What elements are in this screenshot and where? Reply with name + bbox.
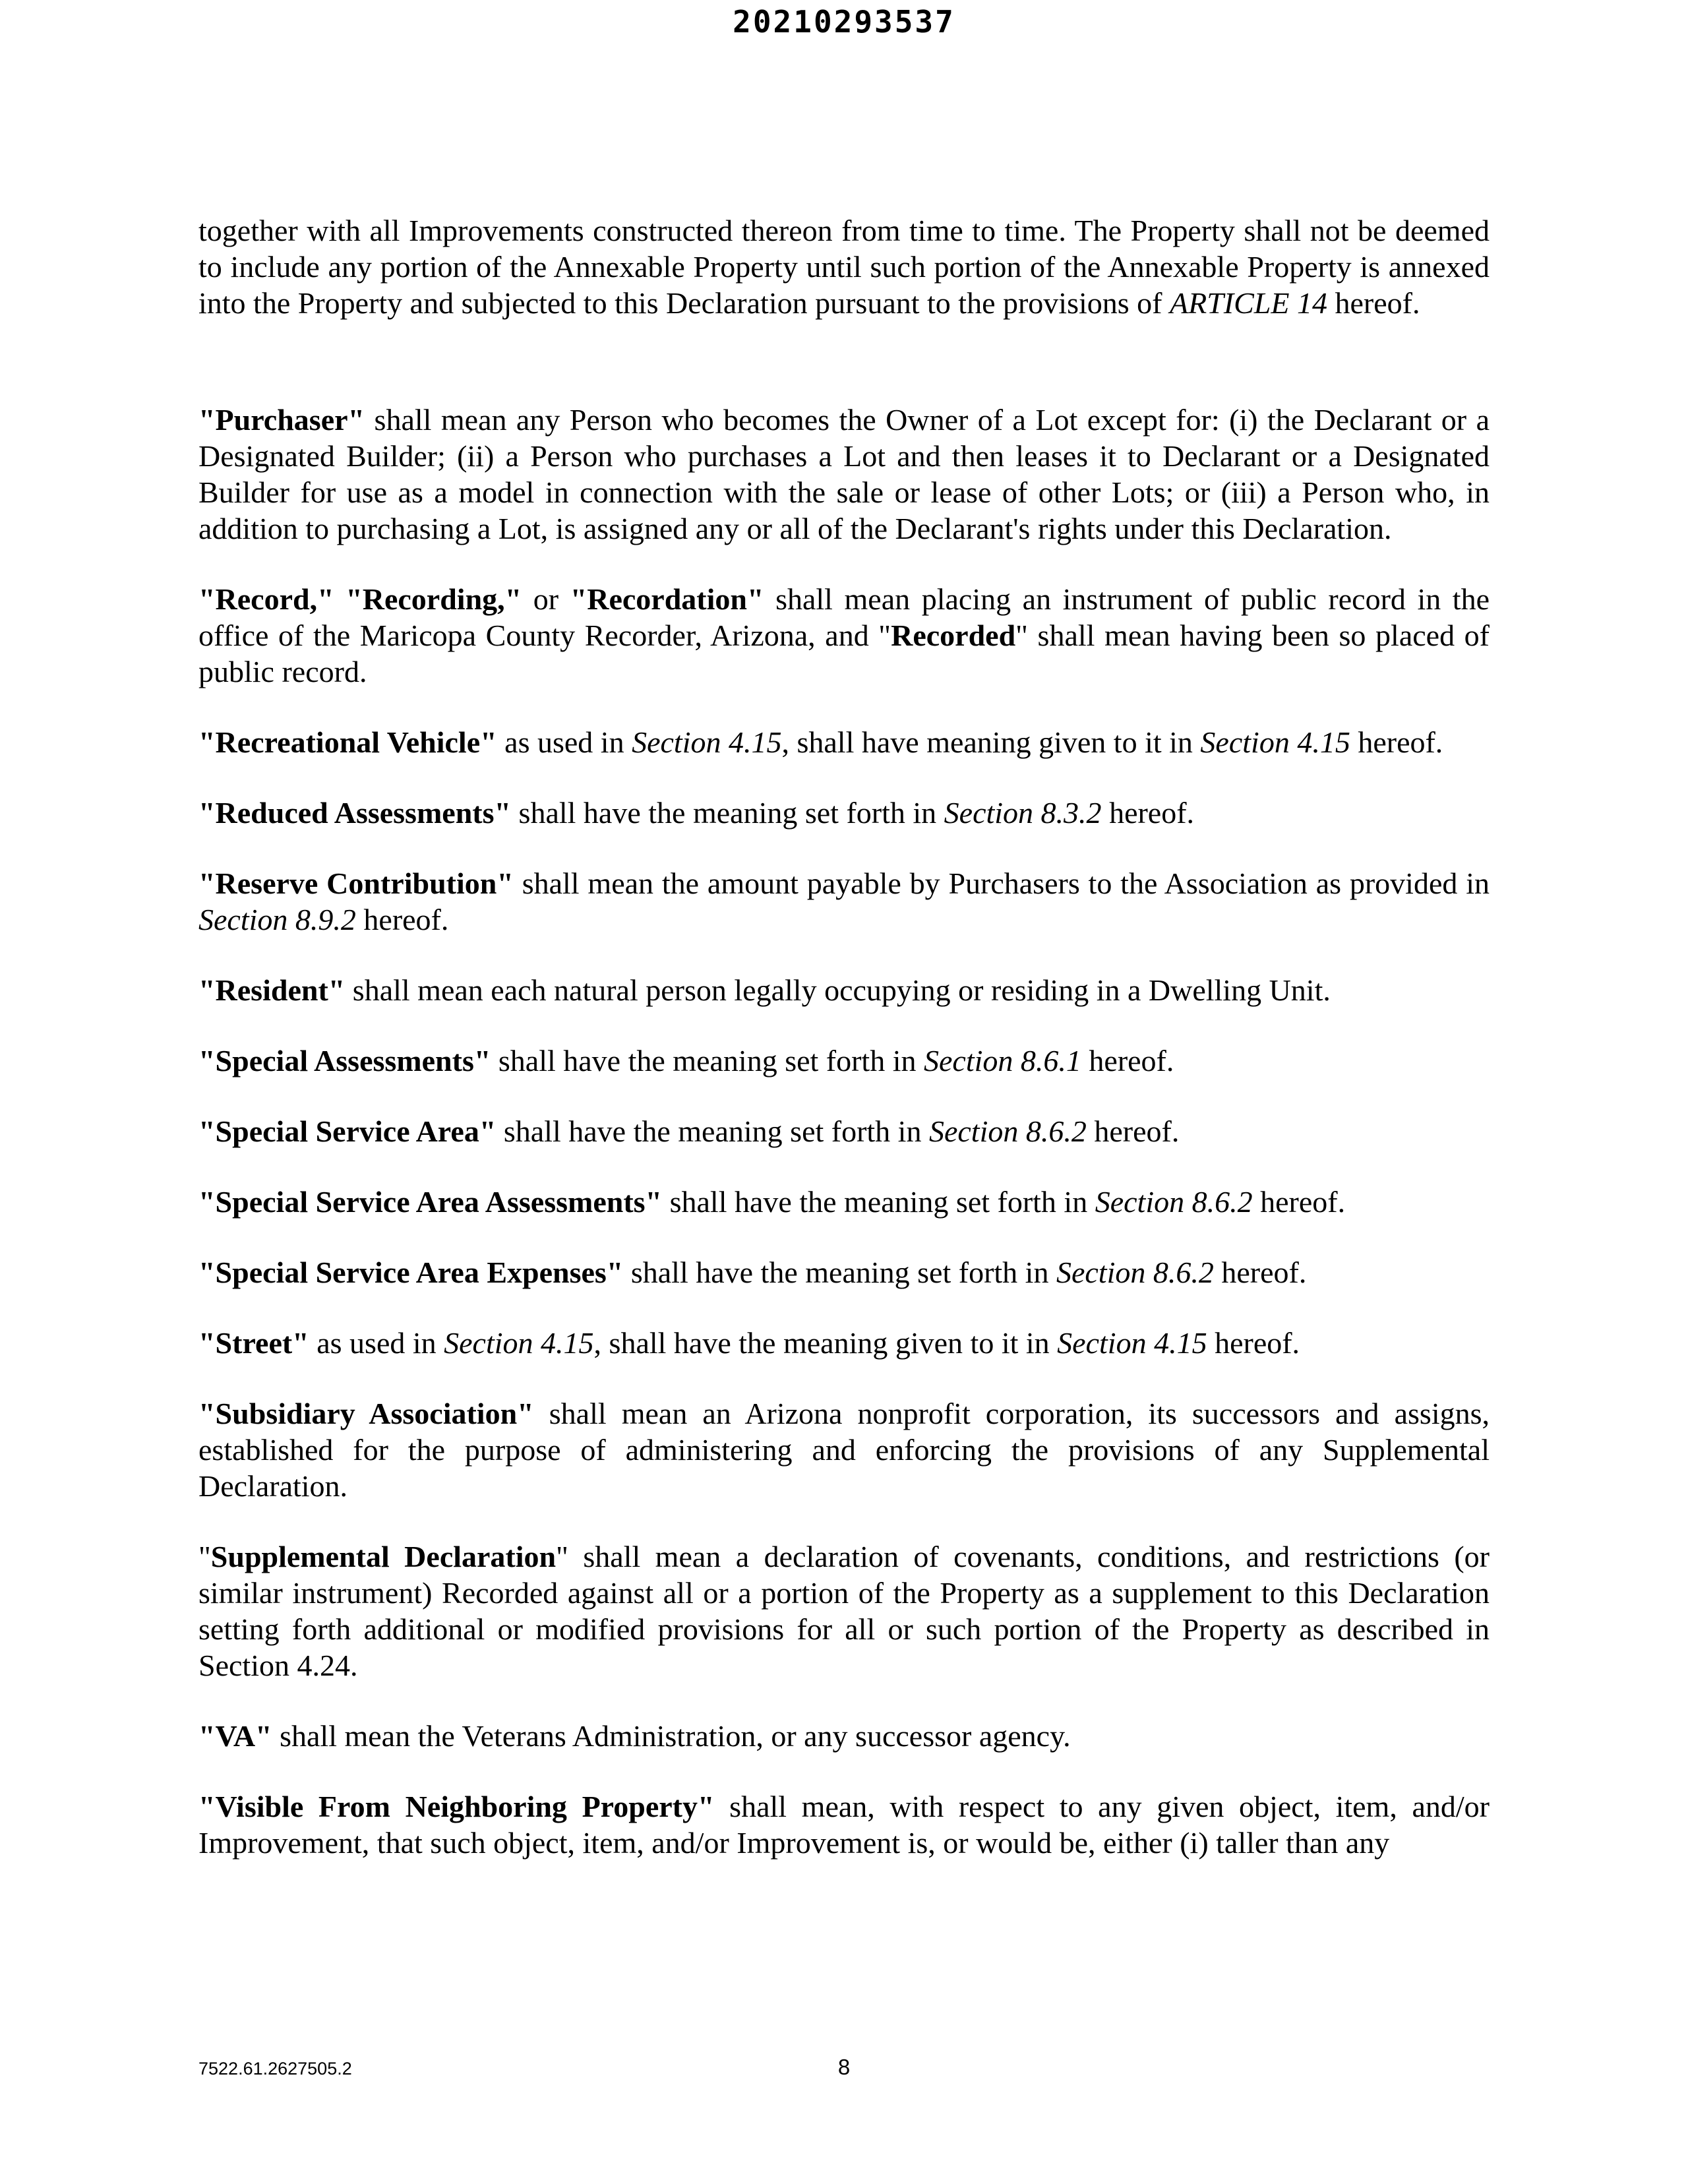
footer-document-id: 7522.61.2627505.2 bbox=[198, 2059, 352, 2078]
text bbox=[334, 582, 346, 616]
record-number: 20210293537 bbox=[733, 4, 955, 40]
definition-text: as used in bbox=[497, 725, 632, 759]
definition-visible-from-neighboring-property bbox=[198, 1788, 1490, 1861]
definition-text: shall have the meaning set forth in bbox=[491, 1044, 924, 1077]
defined-term: "Reserve Contribution" bbox=[198, 866, 514, 900]
definition-street bbox=[198, 1325, 1490, 1361]
defined-term: "Recordation" bbox=[570, 582, 764, 616]
definition-text: , shall have the meaning given to it in bbox=[593, 1326, 1058, 1360]
definition-special-service-area-expenses bbox=[198, 1254, 1490, 1290]
defined-term: "Resident" bbox=[198, 973, 346, 1007]
definition-text: hereof. bbox=[1101, 796, 1195, 830]
definition-special-service-area-assessments bbox=[198, 1184, 1490, 1220]
defined-term: Supplemental Declaration bbox=[210, 1540, 557, 1573]
definition-text: hereof. bbox=[1207, 1326, 1300, 1360]
defined-term: "Purchaser" bbox=[198, 403, 365, 437]
defined-term: "Special Service Area" bbox=[198, 1114, 497, 1148]
definition-text: shall mean the amount payable by Purchasers to the Association as provided in bbox=[513, 866, 1490, 900]
definition-text: hereof. bbox=[1252, 1185, 1346, 1219]
definition-text: shall mean an Arizona nonprofit corporation, its successors and assigns, established for the purpose of administering and enforcing the provisions of any Supplemental Declaration. bbox=[198, 1397, 1490, 1503]
definition-supplemental-declaration bbox=[198, 1538, 1490, 1684]
definition-text: shall mean the Veterans Administration, or any successor agency. bbox=[272, 1719, 1071, 1753]
definition-text: hereof. bbox=[1350, 725, 1443, 759]
defined-term: "Subsidiary Association" bbox=[198, 1397, 534, 1430]
definition-text: shall mean, with respect to any given object, item, and/or Improvement, that such object, item, and/or Improvement is, or would be, either (i) taller than any bbox=[198, 1790, 1490, 1860]
section-reference: Section 8.6.2 bbox=[1095, 1185, 1253, 1219]
defined-term: "Special Service Area Expenses" bbox=[198, 1256, 624, 1289]
text: or bbox=[522, 582, 570, 616]
page-number: 8 bbox=[837, 2055, 851, 2079]
section-reference: Section 4.15 bbox=[444, 1326, 594, 1360]
section-reference: Section 4.15 bbox=[632, 725, 782, 759]
defined-term: Recorded bbox=[891, 619, 1016, 652]
paragraph-property-continued bbox=[198, 212, 1490, 321]
definition-reserve-contribution bbox=[198, 865, 1490, 938]
definition-va bbox=[198, 1718, 1490, 1754]
definition-special-service-area bbox=[198, 1113, 1490, 1149]
defined-term: "Recreational Vehicle" bbox=[198, 725, 497, 759]
definition-text: hereof. bbox=[1086, 1114, 1180, 1148]
text: hereof. bbox=[1327, 286, 1420, 320]
section-reference: Section 4.15 bbox=[1057, 1326, 1207, 1360]
defined-term: "Special Service Area Assessments" bbox=[198, 1185, 663, 1219]
section-reference: Section 8.6.2 bbox=[1056, 1256, 1214, 1289]
definition-text: hereof. bbox=[1081, 1044, 1174, 1077]
section-reference: ARTICLE 14 bbox=[1170, 286, 1327, 320]
defined-term: "Visible From Neighboring Property" bbox=[198, 1790, 715, 1823]
defined-term: "Street" bbox=[198, 1326, 309, 1360]
definition-special-assessments bbox=[198, 1043, 1490, 1079]
definition-reduced-assessments bbox=[198, 795, 1490, 831]
definition-text: as used in bbox=[309, 1326, 444, 1360]
definition-text: shall mean placing an instrument of public record in the office of the Maricopa County Recorder, Arizona, and " bbox=[198, 582, 1490, 652]
defined-term: "Recording," bbox=[346, 582, 522, 616]
definition-text: hereof. bbox=[1213, 1256, 1307, 1289]
text: together with all Improvements constructed thereon from time to time. The Property shall not be deemed to include any portion of the Annexable Property until such portion of the Annexable Property is annexed into the Property and subjected to this Declaration pursuant to the provisions of bbox=[198, 214, 1490, 320]
section-reference: Section 8.3.2 bbox=[944, 796, 1102, 830]
definition-subsidiary-association bbox=[198, 1395, 1490, 1504]
definition-recreational-vehicle bbox=[198, 724, 1490, 760]
defined-term: "Record," bbox=[198, 582, 334, 616]
section-reference: Section 4.15 bbox=[1200, 725, 1350, 759]
definition-text: shall mean any Person who becomes the Owner of a Lot except for: (i) the Declarant or a Designated Builder; (ii) a Person who purchases a Lot and then leases it to Declarant or a Designated Builder for use as a model in connection with the sale or lease of other Lots; or (iii) a Person who, in addition to purchasing a Lot, is assigned any or all of the Declarant's rights under this Declaration. bbox=[198, 403, 1490, 545]
definition-text: shall have the meaning set forth in bbox=[511, 796, 944, 830]
definition-text: shall mean each natural person legally occupying or residing in a Dwelling Unit. bbox=[345, 973, 1331, 1007]
section-reference: Section 8.6.1 bbox=[924, 1044, 1081, 1077]
definition-text: , shall have meaning given to it in bbox=[781, 725, 1201, 759]
definition-text: shall have the meaning set forth in bbox=[496, 1114, 929, 1148]
definition-record bbox=[198, 581, 1490, 690]
definition-text: hereof. bbox=[355, 903, 449, 936]
text: " bbox=[198, 1540, 211, 1573]
document-body bbox=[198, 212, 1490, 1861]
section-reference: Section 8.6.2 bbox=[928, 1114, 1087, 1148]
definition-text: shall have the meaning set forth in bbox=[623, 1256, 1056, 1289]
definition-text: " shall mean having been so placed of public record. bbox=[198, 619, 1490, 688]
definition-purchaser bbox=[198, 402, 1490, 547]
definition-text: shall have the meaning set forth in bbox=[662, 1185, 1095, 1219]
definition-resident bbox=[198, 972, 1490, 1008]
defined-term: "Reduced Assessments" bbox=[198, 796, 512, 830]
definition-text: " shall mean a declaration of covenants, conditions, and restrictions (or similar instrument) Recorded against all or a portion of the Property as a supplement to this Declaration setting forth additional or modified provisions for all or such portion of the Property as described in Section 4.24. bbox=[198, 1540, 1490, 1682]
defined-term: "VA" bbox=[198, 1719, 272, 1753]
section-reference: Section 8.9.2 bbox=[198, 903, 356, 936]
defined-term: "Special Assessments" bbox=[198, 1044, 491, 1077]
